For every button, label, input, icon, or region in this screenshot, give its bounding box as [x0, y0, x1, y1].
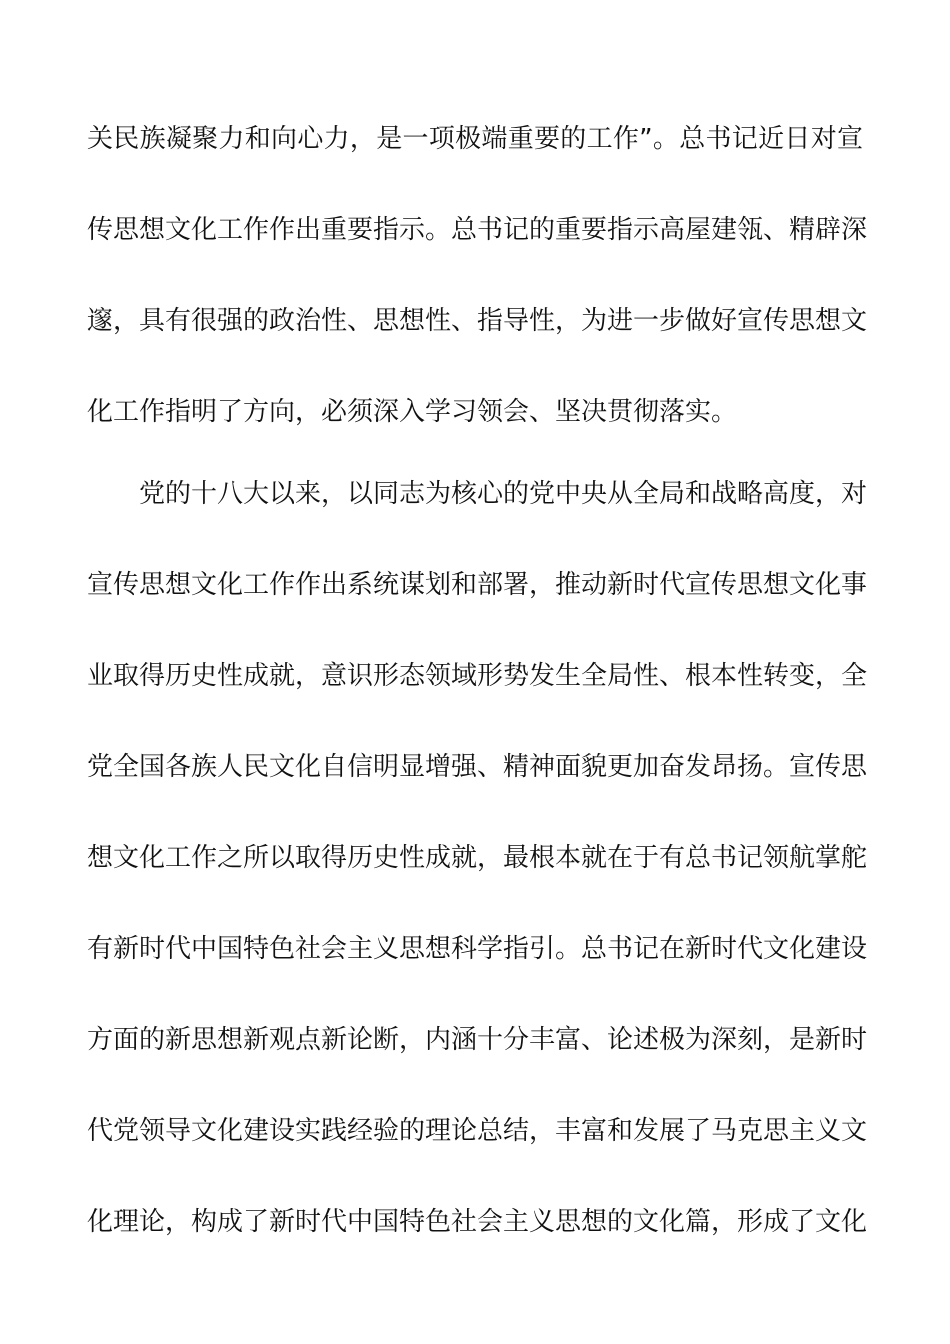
- paragraph-line: 化理论，构成了新时代中国特色社会主义思想的文化篇，形成了文化: [87, 1207, 868, 1237]
- paragraph-line: 传思想文化工作作出重要指示。总书记的重要指示高屋建瓴、精辟深: [87, 215, 868, 245]
- paragraph-line: 邃，具有很强的政治性、思想性、指导性，为进一步做好宣传思想文: [87, 306, 868, 336]
- paragraph-line: 党的十八大以来，以同志为核心的党中央从全局和战略高度，对: [139, 479, 868, 509]
- paragraph-line: 宣传思想文化工作作出系统谋划和部署，推动新时代宣传思想文化事: [87, 570, 868, 600]
- paragraph-line: 有新时代中国特色社会主义思想科学指引。总书记在新时代文化建设: [87, 934, 868, 964]
- paragraph-line: 党全国各族人民文化自信明显增强、精神面貌更加奋发昂扬。宣传思: [87, 752, 868, 782]
- paragraph-line: 业取得历史性成就，意识形态领域形势发生全局性、根本性转变，全: [87, 661, 868, 691]
- paragraph-line: 化工作指明了方向，必须深入学习领会、坚决贯彻落实。: [87, 397, 738, 427]
- paragraph-line: 关民族凝聚力和向心力，是一项极端重要的工作”。总书记近日对宣: [87, 124, 863, 154]
- paragraph-line: 代党领导文化建设实践经验的理论总结，丰富和发展了马克思主义文: [87, 1116, 868, 1146]
- paragraph-line: 想文化工作之所以取得历史性成就，最根本就在于有总书记领航掌舵: [87, 843, 868, 873]
- paragraph-line: 方面的新思想新观点新论断，内涵十分丰富、论述极为深刻，是新时: [87, 1025, 868, 1055]
